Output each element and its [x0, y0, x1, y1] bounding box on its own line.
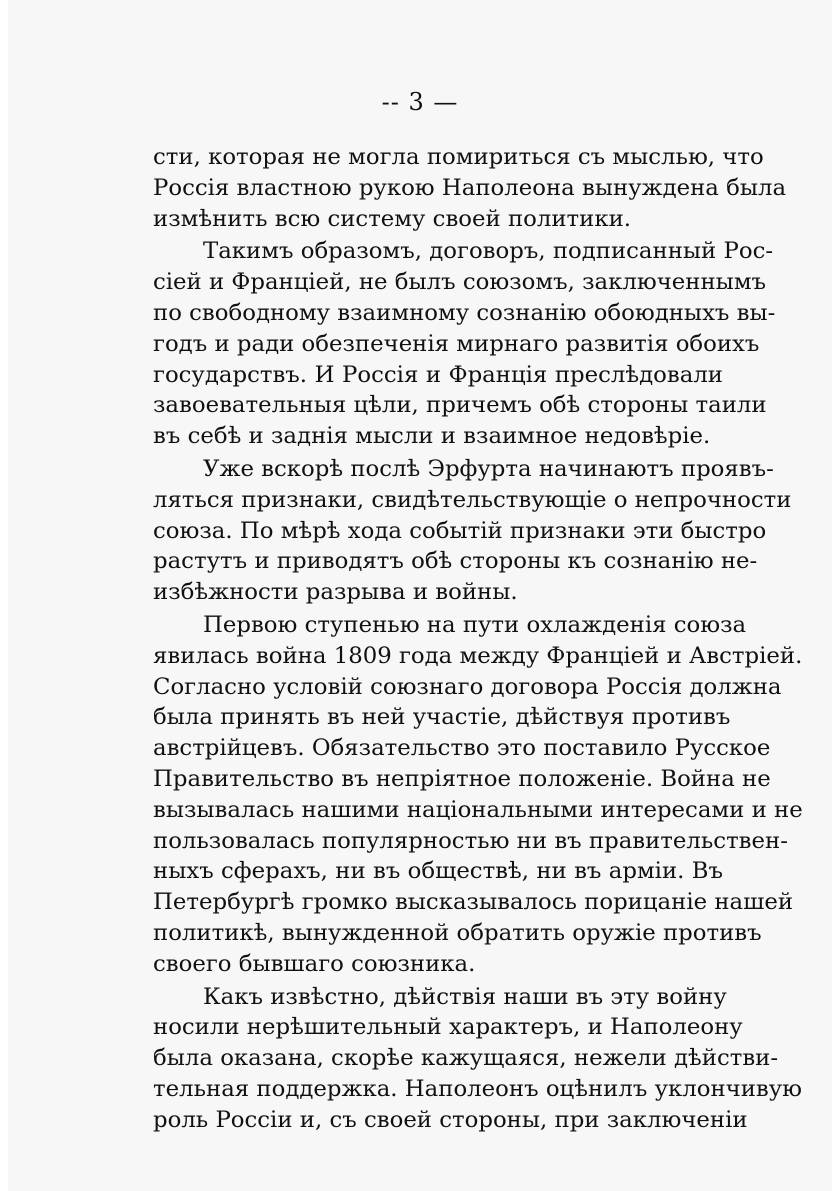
- paragraph: [153, 982, 802, 1136]
- text-line: въ себѣ и заднія мысли и взаимное недовѣріе.: [153, 423, 711, 450]
- text-line: политикѣ, вынужденной обратить оружіе противъ: [153, 919, 762, 946]
- text-line: избѣжности разрыва и войны.: [153, 579, 518, 606]
- text-line: вызывалась нашими національными интересами и не: [153, 796, 803, 823]
- page-number: -- 3 —: [381, 88, 459, 116]
- text-line: была принять въ ней участіе, дѣйствуя противъ: [153, 704, 731, 731]
- text-line: австрійцевъ. Обязательство это поставило Русское: [153, 735, 771, 762]
- text-line: явилась война 1809 года между Франціей и Австріей.: [153, 642, 803, 669]
- text-line: Уже вскорѣ послѣ Эрфурта начинаютъ проявъ-: [203, 455, 774, 482]
- text-line: Первою ступенью на пути охлажденія союза: [203, 611, 747, 638]
- text-line: по свободному взаимному сознанію обоюдныхъ вы-: [153, 299, 776, 326]
- paragraph: [153, 236, 776, 452]
- text-line: растутъ и приводятъ обѣ стороны къ сознанію не-: [153, 548, 758, 575]
- text-line: измѣнить всю систему своей политики.: [153, 205, 632, 232]
- text-line: государствъ. И Россія и Франція преслѣдовали: [153, 361, 723, 388]
- text-line: завоевательныя цѣли, причемъ обѣ стороны таили: [153, 392, 767, 419]
- text-line: Какъ извѣстно, дѣйствія наши въ эту войну: [203, 983, 727, 1010]
- text-line: носили нерѣшительный характеръ, и Наполеону: [153, 1014, 743, 1041]
- text-line: роль Россіи и, съ своей стороны, при заключеніи: [153, 1106, 748, 1133]
- text-line: Россія властною рукою Наполеона вынуждена была: [153, 174, 787, 201]
- text-line: Петербургѣ громко высказывалось порицаніе нашей: [153, 889, 794, 916]
- text-line: своего бывшаго союзника.: [153, 950, 476, 977]
- text-line: годъ и ради обезпеченія мирнаго развитія обоихъ: [153, 330, 760, 357]
- text-line: сти, которая не могла помириться съ мыслью, что: [153, 144, 764, 170]
- text-line: ляться признаки, свидѣтельствующіе о непрочности: [153, 486, 792, 513]
- text-line: пользовалась популярностью ни въ правительствен-: [153, 827, 788, 854]
- text-line: Правительство въ непріятное положеніе. Война не: [153, 765, 771, 792]
- text-line: тельная поддержка. Наполеонъ оцѣнилъ уклончивую: [153, 1075, 802, 1102]
- body-text: [153, 142, 803, 1136]
- text-line: сіей и Франціей, не былъ союзомъ, заключеннымъ: [153, 269, 767, 296]
- paragraph: [153, 454, 792, 608]
- text-line: Такимъ образомъ, договоръ, подписанный Рос-: [203, 238, 774, 265]
- text-line: ныхъ сферахъ, ни въ обществѣ, ни въ арміи. Въ: [153, 858, 723, 885]
- paragraph: [153, 142, 787, 234]
- text-line: Согласно условій союзнаго договора Россія должна: [153, 673, 782, 700]
- text-line: союза. По мѣрѣ хода событій признаки эти быстро: [153, 517, 767, 544]
- text-line: была оказана, скорѣе кажущаяся, нежели дѣйстви-: [153, 1045, 779, 1072]
- paragraph: [153, 610, 803, 980]
